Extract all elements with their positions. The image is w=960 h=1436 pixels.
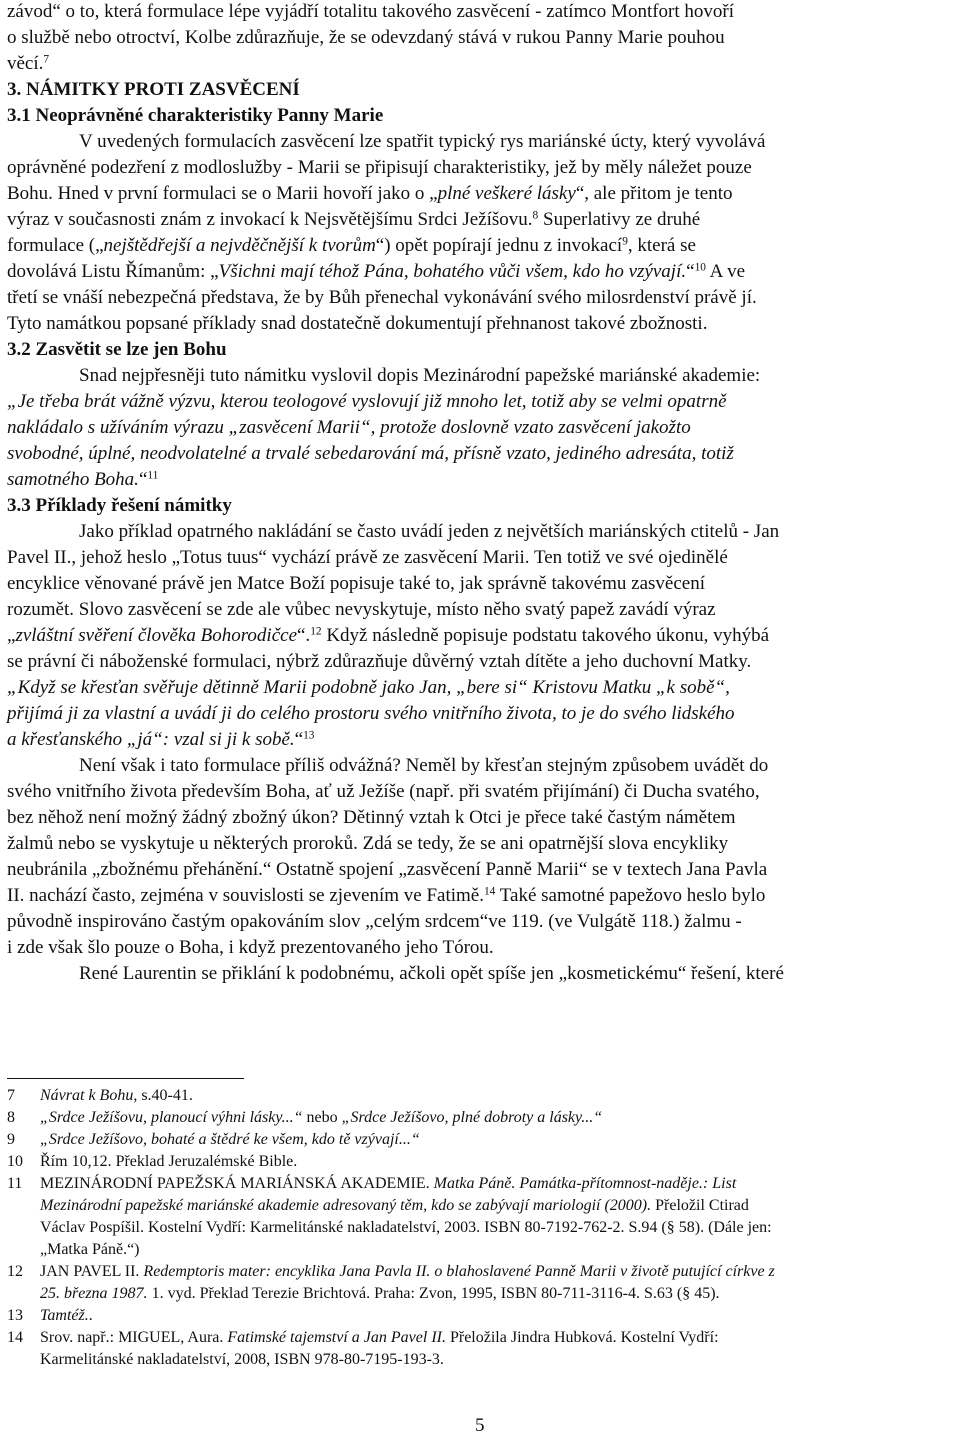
body-text-line: o službě nebo otroctví, Kolbe zdůrazňuje, že se odevzdaný stává v rukou Panny Marie pouhou [7,27,725,48]
body-text-line: svého vnitřního života především Boha, ať už Ježíše (např. při svatém přijímání) či Ducha svatého, [7,781,760,802]
footnote-text: MEZINÁRODNÍ PAPEŽSKÁ MARIÁNSKÁ AKADEMIE. Matka Páně. Památka-přítomnost-naděje.: List [40,1175,737,1192]
body-text-line: „zvláštní svěření člověka Bohorodičce“.$^{12}$ Když následně popisuje podstatu takového úkonu, vyhýbá [7,625,770,646]
body-text-line: rozumět. Slovo zasvěcení se zde ale vůbec nevyskytuje, místo něho svatý papež zavádí výraz [7,599,716,620]
footnote-text: „Matka Páně.“) [40,1241,140,1258]
page-number: 5 [475,1415,485,1436]
footnote-number: 13 [7,1307,23,1324]
body-text-line: svobodné, úplné, neodvolatelné a trvalé sebedarování má, přísně vzato, jediného adresáta, totiž [7,443,734,464]
section-heading: 3.2 Zasvětit se lze jen Bohu [7,339,227,360]
footnote-text: Tamtéž.. [40,1307,93,1324]
footnote-text: Řím 10,12. Překlad Jeruzalémské Bible. [40,1153,298,1170]
body-text-line: oprávněné podezření z modloslužby - Marii se připisují charakteristiky, jež by měly náležet pouze [7,157,752,178]
body-text-line: Není však i tato formulace příliš odvážná? Neměl by křesťan stejným způsobem uvádět do [79,755,769,776]
body-text-line: dovolává Listu Římanům: „Všichni mají téhož Pána, bohatého vůči všem, kdo ho vzývají.“$^{10}$ A ve [7,261,746,282]
body-text-line: Tyto namátkou popsané příklady snad dostatečně dokumentují přehnanost takové zbožnosti. [7,313,708,334]
body-text-line: Pavel II., jehož heslo „Totus tuus“ vychází právě ze zasvěcení Marii. Ten totiž ve své ojedinělé [7,547,728,568]
footnote-text: JAN PAVEL II. Redemptoris mater: encyklika Jana Pavla II. o blahoslavené Panně Marii v životě putující církve z [40,1263,775,1280]
body-text-line: žalmů nebo se vyskytuje u některých proroků. Zdá se tedy, že se ani opatrnější slova encykliky [7,833,729,854]
body-text-line: závod“ o to, která formulace lépe vyjádří totalitu takového zasvěcení - zatímco Montfort hovoří [7,1,735,22]
footnote-text: Návrat k Bohu, s.40-41. [40,1087,193,1104]
body-text-line: René Laurentin se přiklání k podobnému, ačkoli opět spíše jen „kosmetickému“ řešení, které [79,963,784,984]
footnote-number: 14 [7,1329,23,1346]
footnote-text: „Srdce Ježíšovu, planoucí výhni lásky...“ nebo „Srdce Ježíšovo, plné dobroty a lásky...“ [40,1109,603,1126]
body-text-line: formulace („nejštědřejší a nejvděčnější k tvorům“) opět popírají jednu z invokací$^9$, která se [7,235,696,256]
body-text-line: V uvedených formulacích zasvěcení lze spatřit typický rys mariánské úcty, který vyvolává [79,131,766,152]
footnote-text: Karmelitánské nakladatelství, 2008, ISBN 978-80-7195-193-3. [40,1351,444,1368]
footnote-number: 9 [7,1131,15,1148]
body-text-line: neubránila „zbožnému přehánění.“ Ostatně spojení „zasvěcení Panně Marii“ se v textech Jana Pavla [7,859,768,880]
section-heading: 3. NÁMITKY PROTI ZASVĚCENÍ [7,79,300,100]
body-text-line: Jako příklad opatrného nakládání se často uvádí jeden z největších mariánských ctitelů - Jan [79,521,780,542]
body-text-line: třetí se vnáší nebezpečná představa, že by Bůh přenechal vykonávání svého milosrdenství právě jí. [7,287,757,308]
footnote-number: 7 [7,1087,15,1104]
body-text-line: „Když se křesťan svěřuje dětinně Marii podobně jako Jan, „bere si“ Kristovu Matku „k sobě“, [7,677,730,698]
body-text-line: II. nachází často, zejména v souvislosti se zjevením ve Fatimě.$^{14}$ Také samotné papežovo heslo bylo [7,885,766,906]
footnote-number: 10 [7,1153,23,1170]
body-text-line: samotného Boha.“$^{11}$ [7,469,159,490]
body-text-line: „Je třeba brát vážně výzvu, kterou teologové vyslovují již mnoho let, totiž aby se velmi opatrně [7,391,727,412]
body-text-line: i zde však šlo pouze o Boha, i když prezentovaného jeho Tórou. [7,937,494,958]
section-heading: 3.1 Neoprávněné charakteristiky Panny Marie [7,105,384,126]
body-text-line: Bohu. Hned v první formulaci se o Marii hovoří jako o „plné veškeré lásky“, ale přitom je tento [7,183,733,204]
body-text-line: Snad nejpřesněji tuto námitku vyslovil dopis Mezinárodní papežské mariánské akademie: [79,365,761,386]
section-heading: 3.3 Příklady řešení námitky [7,495,232,516]
footnote-number: 12 [7,1263,23,1280]
body-text-line: přijímá ji za vlastní a uvádí ji do celého prostoru svého vnitřního života, to je do svého lidského [7,703,735,724]
body-text-line: původně inspirováno častým opakováním slov „celým srdcem“ve 119. (ve Vulgátě 118.) žalmu - [7,911,742,932]
body-text-line: věcí.$^7$ [7,53,50,74]
footnote-text: 25. března 1987. 1. vyd. Překlad Terezie Brichtová. Praha: Zvon, 1995, ISBN 80-711-3116-4. S.63 (§ 45). [40,1285,720,1302]
body-text-line: nakládalo s užíváním výrazu „zasvěcení Marii“, protože doslovně vzato zasvěcení jakožto [7,417,691,438]
body-text-line: bez něhož není možný žádný zbožný úkon? Dětinný vztah k Otci je přece také častým námětem [7,807,736,828]
body-text-line: encyklice věnované právě jen Matce Boží popisuje také to, jak správně takovému zasvěcení [7,573,705,594]
footnote-number: 11 [7,1175,23,1192]
body-text-line: se právní či náboženské formulaci, nýbrž zdůrazňuje důvěrný vztah dítěte a jeho duchovní Matky. [7,651,752,672]
footnote-number: 8 [7,1109,15,1126]
footnote-text: „Srdce Ježíšovo, bohaté a štědré ke všem, kdo tě vzývají...“ [40,1131,420,1148]
footnote-text: Mezinárodní papežské mariánské akademie adresovaný těm, kdo se zabývají mariologií (2000). Přeložil Ctirad [40,1197,749,1214]
body-text-line: a křesťanského „já“: vzal si ji k sobě.“$^{13}$ [7,729,315,750]
footnote-text: Václav Pospíšil. Kostelní Vydří: Karmelitánské nakladatelství, 2003. ISBN 80-7192-762-2. S.94 (§ 58). (Dále jen: [40,1219,772,1236]
footnote-text: Srov. např.: MIGUEL, Aura. Fatimské tajemství a Jan Pavel II. Přeložila Jindra Hubková. Kostelní Vydří: [40,1329,719,1346]
footnote-separator [7,1078,244,1079]
body-text-line: výraz v současnosti znám z invokací k Nejsvětějšímu Srdci Ježíšovu.$^8$ Superlativy ze druhé [7,209,701,230]
